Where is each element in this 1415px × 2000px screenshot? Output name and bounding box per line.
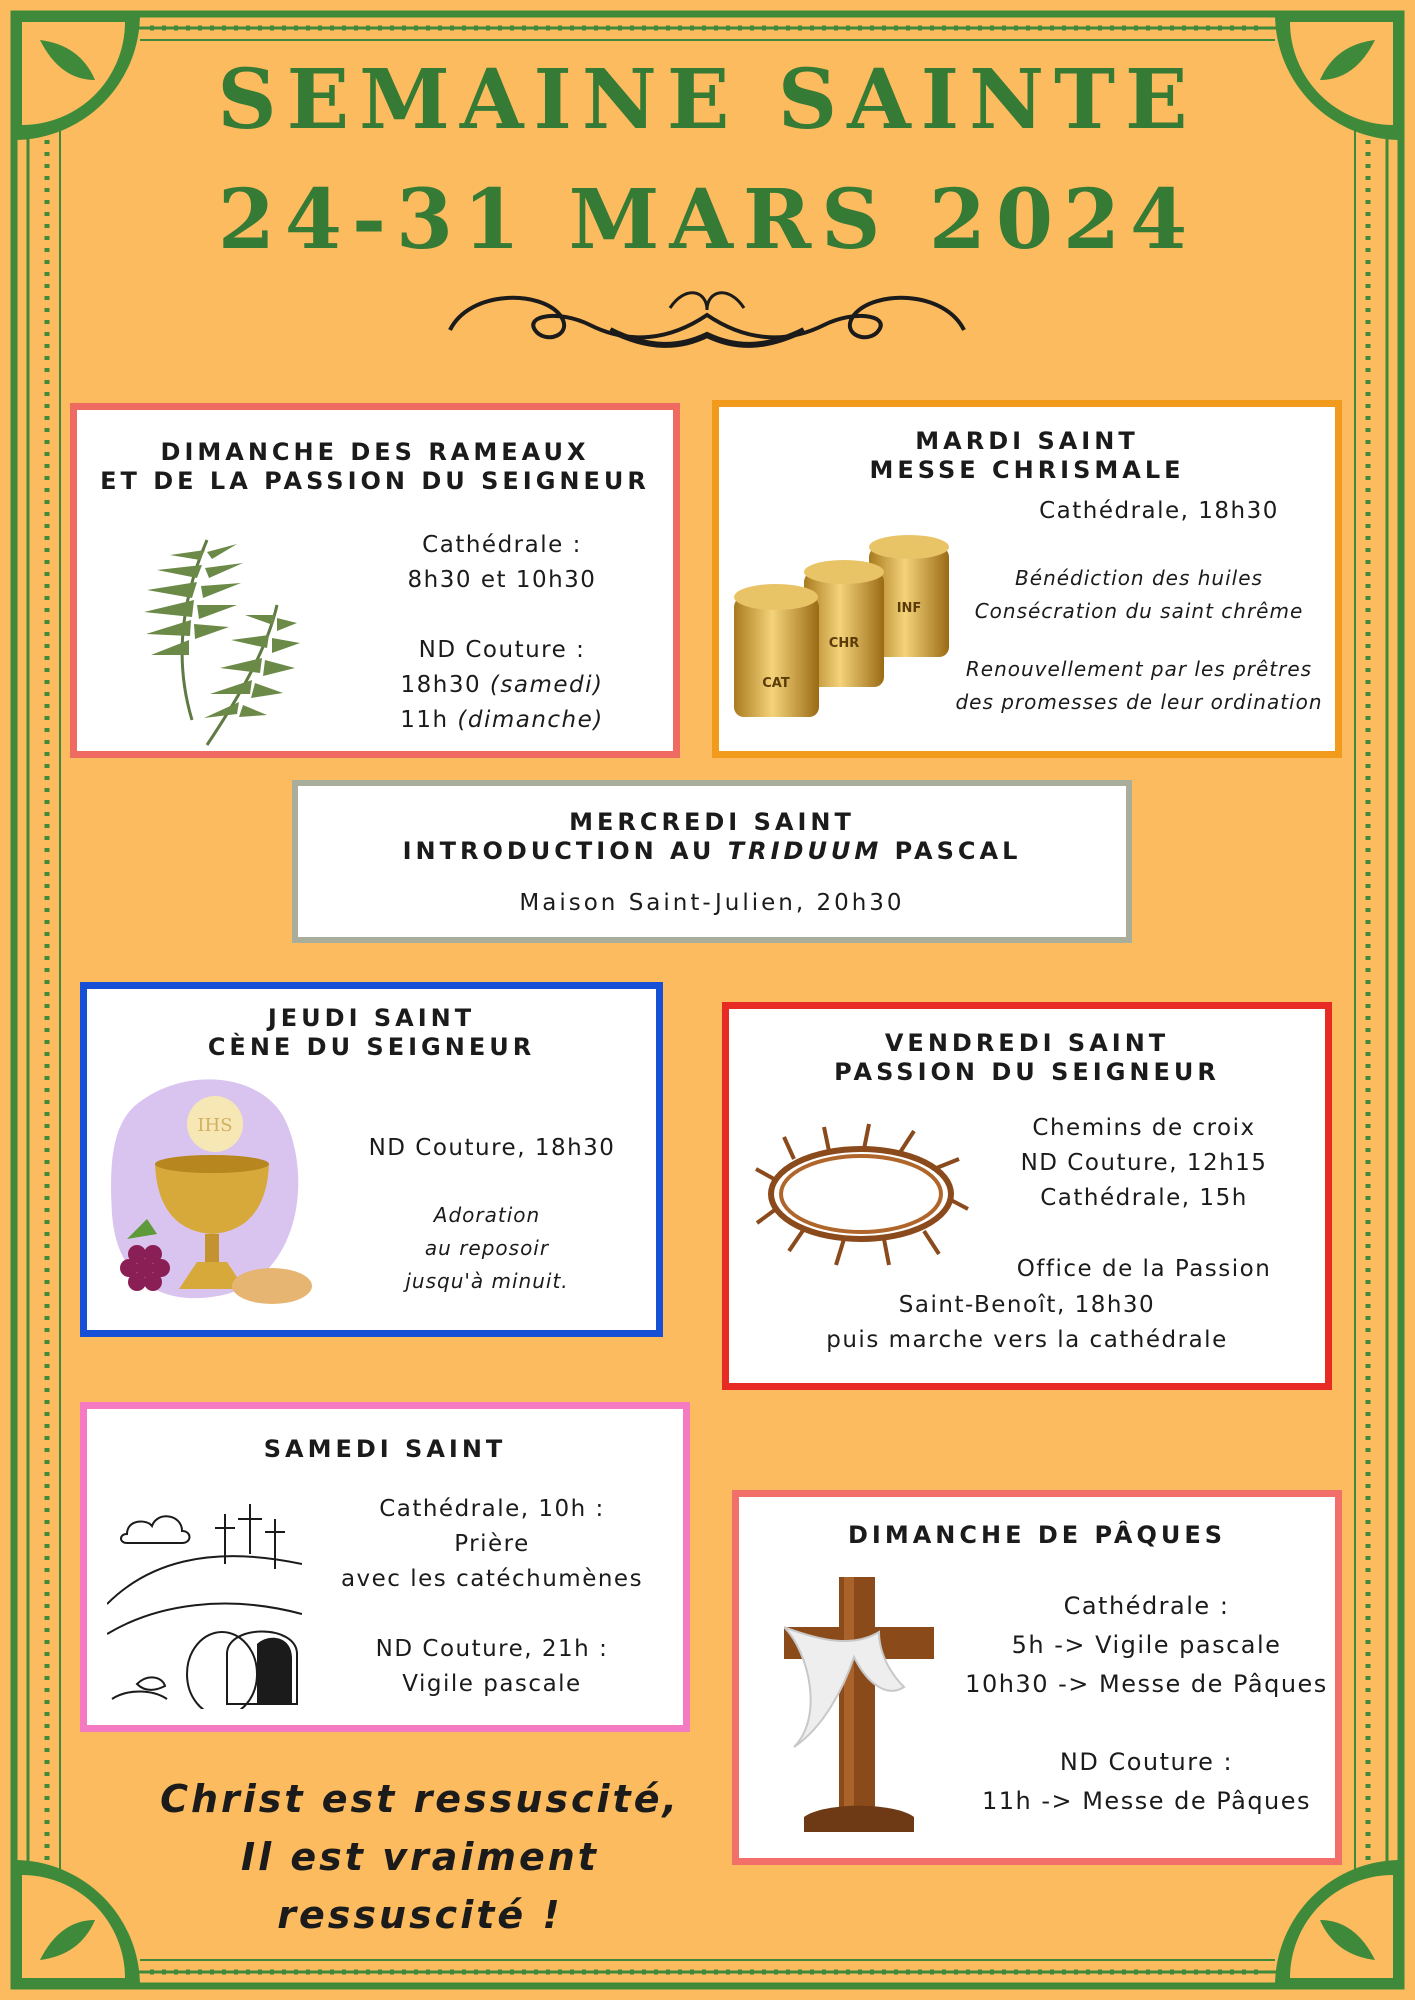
thursday-adoration: Adoration au reposoir jusqu'à minuit. [405, 1203, 569, 1293]
card-palm-sunday [70, 403, 680, 758]
poster-dates: 24-31 MARS 2024 [217, 172, 1198, 268]
stations-of-cross: Chemins de croix ND Couture, 12h15 Cathédrale, 15h [1020, 1115, 1268, 1211]
cross-with-shroud-icon [784, 1577, 934, 1837]
card-holy-thursday [80, 982, 663, 1337]
empty-tomb-icon [107, 1494, 302, 1709]
card-heading: MERCREDI SAINT INTRODUCTION AU TRIDUUM PASCAL [402, 808, 1022, 865]
svg-text:CAT: CAT [762, 676, 790, 691]
easter-schedule: Cathédrale : 5h -> Vigile pascale 10h30 -> Messe de Pâques ND Couture : 11h -> Messe de Pâques [965, 1592, 1328, 1815]
palm-sunday-schedule: Cathédrale : 8h30 et 10h30 ND Couture : 18h30 (samedi) 11h (dimanche) [400, 532, 604, 733]
card-heading: JEUDI SAINT CÈNE DU SEIGNEUR [207, 1004, 536, 1061]
card-good-friday [722, 1002, 1332, 1390]
card-holy-saturday [80, 1402, 690, 1732]
jar-cat [734, 584, 819, 717]
holy-oil-jars-icon [729, 527, 964, 727]
poster-title: SEMAINE SAINTE [217, 52, 1198, 148]
card-holy-tuesday [712, 400, 1342, 758]
card-holy-wednesday [292, 780, 1132, 943]
closing-acclamation: Christ est ressuscité, Il est vraiment ressuscité ! [160, 1777, 680, 1937]
saturday-schedule: Cathédrale, 10h : Prière avec les catéchumènes ND Couture, 21h : Vigile pascale [340, 1496, 644, 1697]
svg-text:CHR: CHR [828, 636, 860, 651]
card-heading: MARDI SAINT MESSE CHRISMALE [869, 427, 1185, 484]
svg-text:INF: INF [896, 601, 922, 616]
crown-of-thorns-icon [754, 1119, 969, 1269]
card-heading: DIMANCHE DES RAMEAUX ET DE LA PASSION DU SEIGNEUR [100, 438, 650, 495]
thursday-time: ND Couture, 18h30 [368, 1135, 616, 1161]
chrism-mass-time: Cathédrale, 18h30 [1039, 498, 1279, 524]
office-of-passion-title: Office de la Passion [1016, 1256, 1272, 1282]
card-easter-sunday [732, 1490, 1342, 1865]
office-of-passion-details: Saint-Benoît, 18h30 puis marche vers la cathédrale [826, 1292, 1228, 1353]
card-heading: SAMEDI SAINT [263, 1435, 507, 1463]
bread-icon [232, 1268, 312, 1304]
wednesday-location: Maison Saint-Julien, 20h30 [519, 890, 905, 916]
chrism-mass-details: Bénédiction des huiles Consécration du saint chrême Renouvellement par les prêtres des promesses de leur ordination [955, 566, 1323, 714]
flourish-ornament-icon [430, 270, 985, 360]
chalice-icon [97, 1064, 327, 1314]
card-heading: DIMANCHE DE PÂQUES [847, 1521, 1227, 1549]
svg-text:IHS: IHS [197, 1115, 233, 1136]
card-heading: VENDREDI SAINT PASSION DU SEIGNEUR [834, 1029, 1220, 1086]
palm-leaves-icon [117, 520, 307, 750]
